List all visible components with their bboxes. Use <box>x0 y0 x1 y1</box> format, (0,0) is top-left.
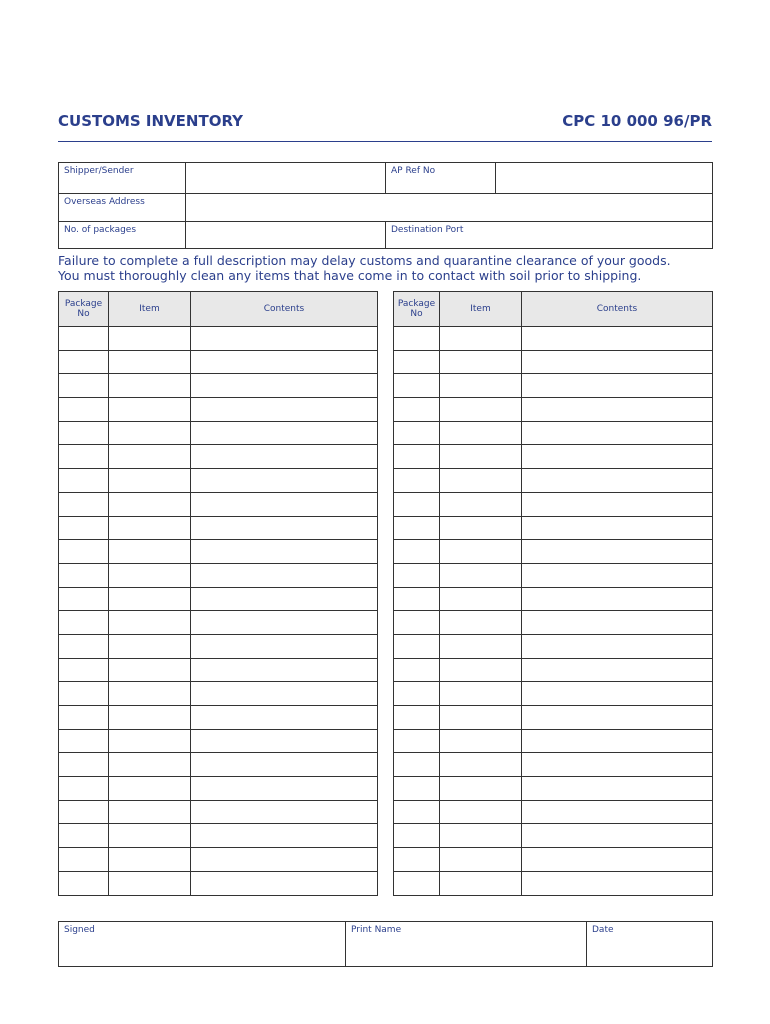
contents-cell[interactable] <box>191 587 378 611</box>
shipper-field[interactable] <box>186 163 386 194</box>
print-name-field[interactable] <box>346 922 587 967</box>
package-no-cell[interactable] <box>394 658 440 682</box>
inventory-row <box>59 611 378 635</box>
destination-port-field[interactable] <box>386 222 713 249</box>
inventory-row <box>59 800 378 824</box>
contents-cell[interactable] <box>191 658 378 682</box>
inventory-row <box>59 729 378 753</box>
item-cell[interactable] <box>109 350 191 374</box>
inventory-row <box>394 753 713 777</box>
contents-cell[interactable] <box>191 824 378 848</box>
inventory-row <box>394 658 713 682</box>
contents-cell[interactable] <box>191 398 378 422</box>
date-field[interactable] <box>587 922 713 967</box>
inventory-row <box>394 327 713 351</box>
item-cell[interactable] <box>109 682 191 706</box>
item-cell[interactable] <box>109 800 191 824</box>
item-cell[interactable] <box>109 587 191 611</box>
contents-cell[interactable] <box>191 350 378 374</box>
item-cell[interactable] <box>440 398 522 422</box>
item-cell[interactable] <box>440 658 522 682</box>
item-cell[interactable] <box>109 516 191 540</box>
contents-cell[interactable] <box>191 374 378 398</box>
package-no-cell[interactable] <box>394 800 440 824</box>
inventory-row <box>59 516 378 540</box>
overseas-address-label: Overseas Address <box>59 194 186 222</box>
package-no-cell[interactable] <box>59 871 109 895</box>
contents-cell[interactable] <box>191 540 378 564</box>
package-no-cell[interactable] <box>59 753 109 777</box>
package-no-cell[interactable] <box>394 611 440 635</box>
package-no-cell[interactable] <box>59 634 109 658</box>
package-no-cell[interactable] <box>394 706 440 730</box>
item-cell[interactable] <box>440 540 522 564</box>
inventory-row <box>59 445 378 469</box>
package-no-cell[interactable] <box>394 682 440 706</box>
contents-cell[interactable] <box>191 729 378 753</box>
inventory-row <box>59 824 378 848</box>
contents-cell[interactable] <box>522 800 713 824</box>
item-cell[interactable] <box>109 563 191 587</box>
item-cell[interactable] <box>440 469 522 493</box>
contents-cell[interactable] <box>191 848 378 872</box>
contents-cell[interactable] <box>522 350 713 374</box>
inventory-row <box>394 777 713 801</box>
contents-cell[interactable] <box>191 469 378 493</box>
packages-field[interactable] <box>186 222 386 249</box>
contents-cell[interactable] <box>522 729 713 753</box>
package-no-cell[interactable] <box>59 540 109 564</box>
inventory-row <box>59 706 378 730</box>
signed-field[interactable] <box>59 922 346 967</box>
inventory-row <box>59 350 378 374</box>
item-cell[interactable] <box>109 777 191 801</box>
contents-cell[interactable] <box>191 777 378 801</box>
package-no-cell[interactable] <box>394 421 440 445</box>
package-no-cell[interactable] <box>394 350 440 374</box>
notice-line-2: You must thoroughly clean any items that have come in to contact with soil prior to shipping. <box>58 268 642 283</box>
inventory-row <box>59 327 378 351</box>
contents-cell[interactable] <box>522 658 713 682</box>
inventory-row <box>59 398 378 422</box>
contents-cell[interactable] <box>522 706 713 730</box>
destination-port-label: Destination Port <box>391 225 464 235</box>
inventory-row <box>394 492 713 516</box>
overseas-address-field[interactable] <box>186 194 713 222</box>
package-no-cell[interactable] <box>59 398 109 422</box>
item-cell[interactable] <box>109 327 191 351</box>
item-cell[interactable] <box>109 658 191 682</box>
inventory-row <box>59 777 378 801</box>
contents-cell[interactable] <box>522 824 713 848</box>
inventory-row <box>394 848 713 872</box>
package-no-cell[interactable] <box>394 777 440 801</box>
inventory-row <box>59 848 378 872</box>
item-cell[interactable] <box>440 871 522 895</box>
item-cell[interactable] <box>109 706 191 730</box>
item-cell[interactable] <box>440 706 522 730</box>
signed-label: Signed <box>64 925 95 935</box>
package-no-cell[interactable] <box>394 634 440 658</box>
item-cell[interactable] <box>109 871 191 895</box>
contents-cell[interactable] <box>191 634 378 658</box>
package-no-cell[interactable] <box>394 848 440 872</box>
contents-cell[interactable] <box>191 682 378 706</box>
package-no-cell[interactable] <box>59 848 109 872</box>
contents-cell[interactable] <box>191 492 378 516</box>
package-no-cell[interactable] <box>394 587 440 611</box>
inventory-row <box>394 374 713 398</box>
title-row <box>58 112 712 134</box>
item-cell[interactable] <box>440 374 522 398</box>
inventory-row <box>394 706 713 730</box>
contents-cell[interactable] <box>522 398 713 422</box>
package-no-cell[interactable] <box>59 445 109 469</box>
package-no-cell[interactable] <box>394 871 440 895</box>
shipper-label: Shipper/Sender <box>59 163 186 194</box>
contents-cell[interactable] <box>522 492 713 516</box>
package-no-cell[interactable] <box>394 563 440 587</box>
inventory-row <box>59 871 378 895</box>
item-cell[interactable] <box>440 611 522 635</box>
package-no-cell[interactable] <box>394 824 440 848</box>
inventory-row <box>394 469 713 493</box>
contents-cell[interactable] <box>522 634 713 658</box>
inventory-row <box>59 374 378 398</box>
contents-cell[interactable] <box>191 516 378 540</box>
package-no-cell[interactable] <box>59 327 109 351</box>
item-cell[interactable] <box>109 469 191 493</box>
item-cell[interactable] <box>440 729 522 753</box>
inventory-rows-right <box>394 327 713 896</box>
package-no-cell[interactable] <box>59 421 109 445</box>
inventory-rows-left <box>59 327 378 896</box>
contents-cell[interactable] <box>191 445 378 469</box>
inventory-row <box>394 682 713 706</box>
package-no-cell[interactable] <box>394 492 440 516</box>
contents-cell[interactable] <box>191 421 378 445</box>
item-cell[interactable] <box>440 445 522 469</box>
signature-table <box>58 921 713 967</box>
item-cell[interactable] <box>109 421 191 445</box>
package-no-cell[interactable] <box>394 753 440 777</box>
package-no-cell[interactable] <box>59 516 109 540</box>
item-cell[interactable] <box>440 800 522 824</box>
item-cell[interactable] <box>109 729 191 753</box>
package-no-cell[interactable] <box>59 469 109 493</box>
package-no-cell[interactable] <box>59 587 109 611</box>
form-code: CPC 10 000 96/PR <box>562 112 712 130</box>
contents-cell[interactable] <box>522 563 713 587</box>
item-cell[interactable] <box>440 824 522 848</box>
package-no-cell[interactable] <box>59 658 109 682</box>
contents-cell[interactable] <box>522 848 713 872</box>
contents-cell[interactable] <box>522 587 713 611</box>
package-no-cell[interactable] <box>394 374 440 398</box>
package-no-cell[interactable] <box>59 682 109 706</box>
contents-cell[interactable] <box>522 516 713 540</box>
package-no-cell[interactable] <box>59 800 109 824</box>
inventory-table-left <box>58 291 378 896</box>
item-cell[interactable] <box>440 634 522 658</box>
package-no-cell[interactable] <box>394 327 440 351</box>
item-cell[interactable] <box>109 445 191 469</box>
item-cell[interactable] <box>440 516 522 540</box>
item-cell[interactable] <box>109 824 191 848</box>
item-cell[interactable] <box>440 848 522 872</box>
print-name-label: Print Name <box>351 925 402 935</box>
title-divider <box>58 141 712 142</box>
packages-label: No. of packages <box>59 222 186 249</box>
item-cell[interactable] <box>440 421 522 445</box>
inventory-row <box>394 800 713 824</box>
item-cell[interactable] <box>109 611 191 635</box>
package-no-cell[interactable] <box>394 398 440 422</box>
contents-cell[interactable] <box>522 374 713 398</box>
inventory-row <box>394 634 713 658</box>
package-no-cell[interactable] <box>59 824 109 848</box>
inventory-row <box>59 421 378 445</box>
package-no-cell[interactable] <box>59 706 109 730</box>
inventory-row <box>394 445 713 469</box>
inventory-row <box>394 350 713 374</box>
package-no-cell[interactable] <box>59 350 109 374</box>
col-item: Item <box>440 292 522 327</box>
inventory-row <box>394 516 713 540</box>
contents-cell[interactable] <box>522 327 713 351</box>
inventory-row <box>59 587 378 611</box>
inventory-row <box>394 824 713 848</box>
inventory-row <box>59 634 378 658</box>
package-no-cell[interactable] <box>394 469 440 493</box>
inventory-row <box>394 563 713 587</box>
item-cell[interactable] <box>109 374 191 398</box>
package-no-cell[interactable] <box>59 611 109 635</box>
inventory-row <box>59 492 378 516</box>
item-cell[interactable] <box>440 327 522 351</box>
contents-cell[interactable] <box>191 800 378 824</box>
notice-text <box>58 253 718 283</box>
inventory-table-right <box>393 291 713 896</box>
item-cell[interactable] <box>109 634 191 658</box>
col-package-no: Package No <box>394 292 440 327</box>
shipment-details-table <box>58 162 713 249</box>
package-no-cell[interactable] <box>59 374 109 398</box>
contents-cell[interactable] <box>522 421 713 445</box>
inventory-row <box>394 587 713 611</box>
inventory-row <box>394 729 713 753</box>
inventory-row <box>394 421 713 445</box>
inventory-row <box>59 682 378 706</box>
contents-cell[interactable] <box>522 540 713 564</box>
contents-cell[interactable] <box>191 611 378 635</box>
inventory-row <box>59 540 378 564</box>
contents-cell[interactable] <box>522 871 713 895</box>
notice-line-1: Failure to complete a full description may delay customs and quarantine clearance of your goods. <box>58 253 671 268</box>
col-contents: Contents <box>522 292 713 327</box>
item-cell[interactable] <box>440 587 522 611</box>
item-cell[interactable] <box>109 540 191 564</box>
inventory-row <box>59 469 378 493</box>
package-no-cell[interactable] <box>59 492 109 516</box>
date-label: Date <box>592 925 614 935</box>
package-no-cell[interactable] <box>394 540 440 564</box>
inventory-row <box>59 563 378 587</box>
contents-cell[interactable] <box>522 611 713 635</box>
form-title: CUSTOMS INVENTORY <box>58 112 244 130</box>
col-package-no: Package No <box>59 292 109 327</box>
contents-cell[interactable] <box>191 753 378 777</box>
contents-cell[interactable] <box>522 777 713 801</box>
inventory-row <box>394 540 713 564</box>
package-no-cell[interactable] <box>394 516 440 540</box>
contents-cell[interactable] <box>191 871 378 895</box>
package-no-cell[interactable] <box>59 729 109 753</box>
ap-ref-field[interactable] <box>496 163 713 194</box>
package-no-cell[interactable] <box>59 777 109 801</box>
contents-cell[interactable] <box>191 563 378 587</box>
item-cell[interactable] <box>440 753 522 777</box>
item-cell[interactable] <box>109 848 191 872</box>
contents-cell[interactable] <box>522 469 713 493</box>
inventory-row <box>394 871 713 895</box>
contents-cell[interactable] <box>191 327 378 351</box>
contents-cell[interactable] <box>522 445 713 469</box>
package-no-cell[interactable] <box>394 729 440 753</box>
item-cell[interactable] <box>440 682 522 706</box>
item-cell[interactable] <box>440 492 522 516</box>
inventory-row <box>59 753 378 777</box>
inventory-row <box>59 658 378 682</box>
ap-ref-label: AP Ref No <box>386 163 496 194</box>
contents-cell[interactable] <box>522 682 713 706</box>
item-cell[interactable] <box>109 492 191 516</box>
contents-cell[interactable] <box>191 706 378 730</box>
item-cell[interactable] <box>440 777 522 801</box>
item-cell[interactable] <box>109 398 191 422</box>
contents-cell[interactable] <box>522 753 713 777</box>
package-no-cell[interactable] <box>394 445 440 469</box>
item-cell[interactable] <box>109 753 191 777</box>
item-cell[interactable] <box>440 350 522 374</box>
inventory-row <box>394 398 713 422</box>
inventory-row <box>394 611 713 635</box>
item-cell[interactable] <box>440 563 522 587</box>
package-no-cell[interactable] <box>59 563 109 587</box>
col-item: Item <box>109 292 191 327</box>
col-contents: Contents <box>191 292 378 327</box>
